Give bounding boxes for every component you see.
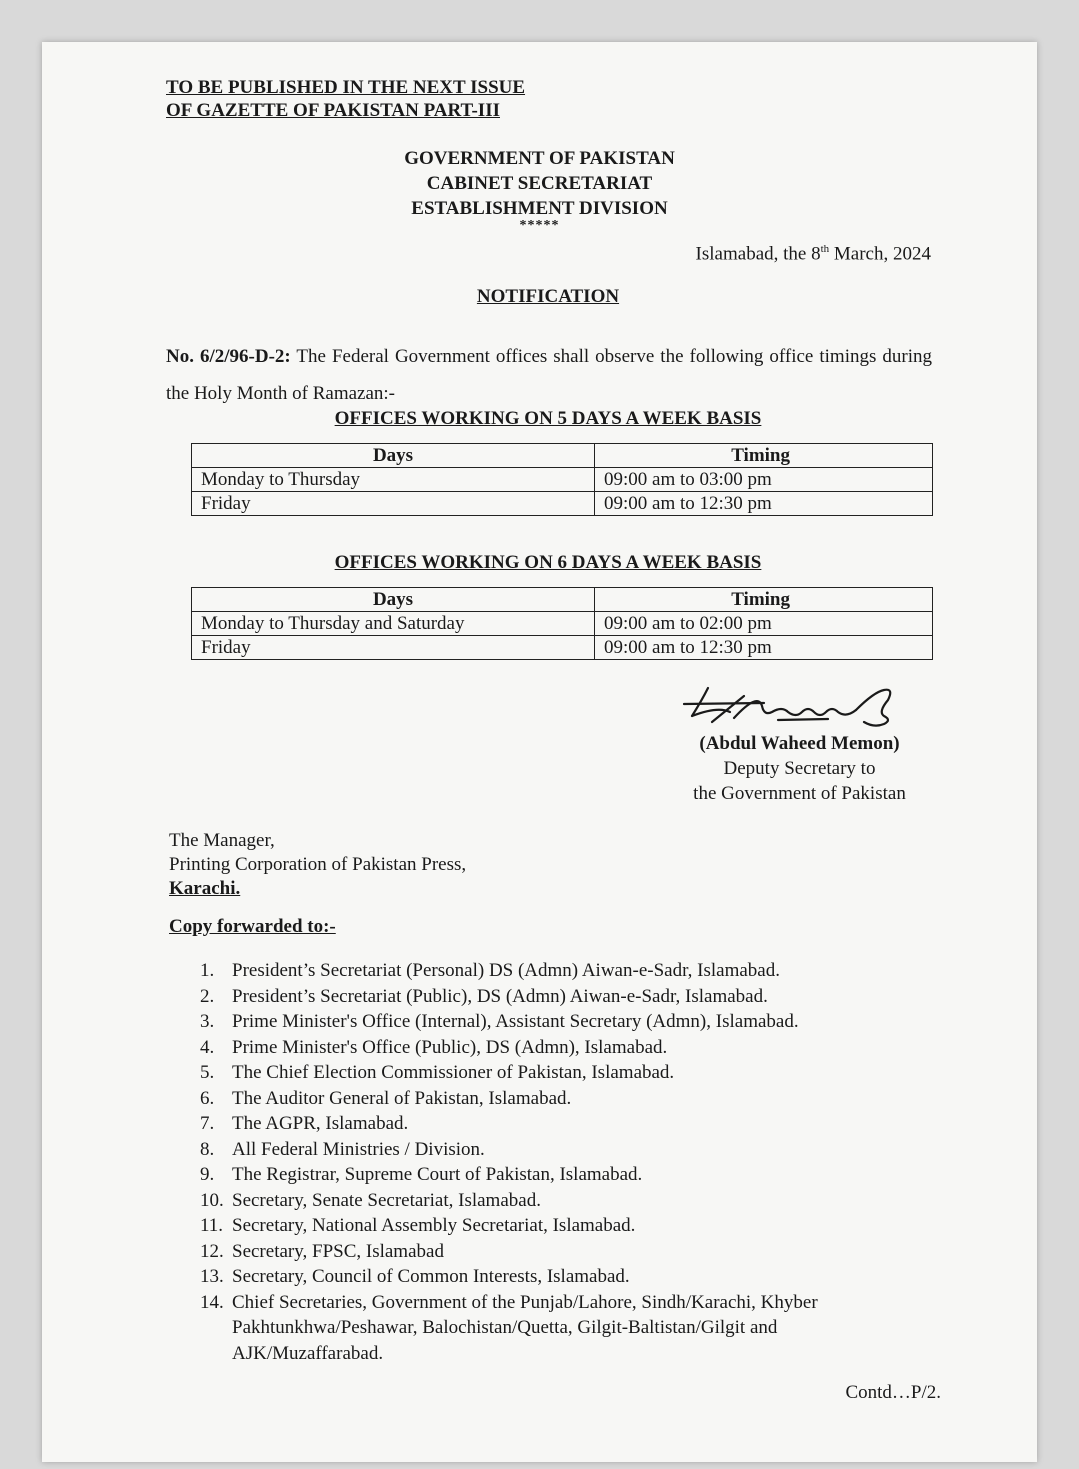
list-item [200,1035,890,1061]
list-item [200,1264,890,1290]
continued-marker: Contd…P/2. [845,1382,941,1403]
header-timing: Timing [595,588,933,612]
list-item-number: 10. [200,1189,224,1211]
list-item-number: 6. [200,1087,215,1109]
issue-date-prefix: Islamabad, the 8 [695,243,821,265]
copy-forwarded-title: Copy forwarded to:- [169,916,336,937]
table-row [192,636,933,660]
row-timing: 09:00 am to 12:30 pm [595,492,933,516]
six-day-section-title: OFFICES WORKING ON 6 DAYS A WEEK BASIS [334,552,762,573]
list-item [200,1162,890,1188]
header-days: Days [192,588,595,612]
copy-forwarded-list [200,958,890,1366]
table-header-row [192,444,933,468]
row-timing: 09:00 am to 03:00 pm [595,468,933,492]
table-row [192,468,933,492]
list-item [200,1239,890,1265]
signatory-name: (Abdul Waheed Memon) [699,733,900,754]
notification-body [166,338,932,412]
six-day-timing-table [191,587,933,660]
notification-number: No. 6/2/96-D-2: [166,346,291,367]
five-day-timing-table [191,443,933,516]
list-item-number: 2. [200,985,215,1007]
table-row [192,492,933,516]
list-item [200,984,890,1010]
list-item-text: The Chief Election Commissioner of Pakistan, Islamabad. [232,1062,675,1083]
list-item-number: 14. [200,1291,224,1313]
list-item-text: Secretary, Senate Secretariat, Islamabad. [232,1189,541,1211]
notification-title: NOTIFICATION [476,286,620,307]
address-line2: Printing Corporation of Pakistan Press, [169,854,467,875]
list-item-number: 1. [200,960,215,981]
publication-notice-line2: OF GAZETTE OF PAKISTAN PART-III [166,100,500,121]
list-item-number: 12. [200,1240,224,1262]
list-item-number: 11. [200,1215,224,1236]
list-item-text: Prime Minister's Office (Internal), Assistant Secretary (Admn), Islamabad. [232,1011,799,1032]
publication-notice-line1: TO BE PUBLISHED IN THE NEXT ISSUE [166,77,526,98]
list-item-text: All Federal Ministries / Division. [232,1138,485,1160]
document-page [42,42,1037,1462]
list-item-text: Chief Secretaries, Government of the Punjab/Lahore, Sindh/Karachi, Khyber Pakhtunkhwa/Peshawar, Balochistan/Quetta, Gilgit-Baltistan/Gilgit and AJK/Muzaffarabad. [232,1291,818,1364]
letterhead-government: GOVERNMENT OF PAKISTAN [404,148,675,169]
list-item [200,1188,890,1214]
list-item-text: The AGPR, Islamabad. [232,1113,409,1134]
five-day-section-title: OFFICES WORKING ON 5 DAYS A WEEK BASIS [334,408,762,429]
row-days: Monday to Thursday [192,468,595,492]
list-item-number: 9. [200,1164,215,1185]
issue-date-ordinal: th [820,243,830,255]
issue-date-suffix: March, 2024 [829,243,931,265]
list-item [200,1111,890,1137]
row-timing: 09:00 am to 02:00 pm [595,612,933,636]
letterhead-stars: ***** [519,218,560,233]
list-item [200,1137,890,1163]
recipient-address [169,829,466,901]
list-item [200,958,890,984]
list-item-number: 3. [200,1011,215,1032]
notification-text: The Federal Government offices shall observe the following office timings during the Holy Month of Ramazan:- [166,346,932,404]
letterhead [42,146,1037,221]
header-days: Days [192,444,595,468]
list-item-text: Secretary, National Assembly Secretariat, Islamabad. [232,1215,636,1236]
row-days: Friday [192,492,595,516]
address-line1: The Manager, [169,830,275,851]
list-item [200,1290,890,1367]
list-item [200,1009,890,1035]
list-item-text: The Auditor General of Pakistan, Islamabad. [232,1087,572,1109]
list-item-text: Secretary, Council of Common Interests, Islamabad. [232,1266,630,1287]
table-row [192,612,933,636]
list-item-text: Prime Minister's Office (Public), DS (Admn), Islamabad. [232,1036,668,1058]
letterhead-cabinet: CABINET SECRETARIAT [426,173,653,194]
list-item [200,1086,890,1112]
signatory-block [657,731,942,806]
list-item-number: 5. [200,1062,215,1083]
issue-date [696,243,931,265]
list-item-text: President’s Secretariat (Public), DS (Admn) Aiwan-e-Sadr, Islamabad. [232,985,768,1007]
row-days: Friday [192,636,595,660]
row-timing: 09:00 am to 12:30 pm [595,636,933,660]
row-days: Monday to Thursday and Saturday [192,612,595,636]
list-item [200,1213,890,1239]
signatory-organization: the Government of Pakistan [693,783,906,804]
list-item-number: 4. [200,1036,215,1058]
list-item-number: 13. [200,1266,224,1287]
list-item-number: 8. [200,1138,215,1160]
signatory-designation: Deputy Secretary to [723,758,876,779]
header-timing: Timing [595,444,933,468]
publication-notice [166,76,525,122]
letterhead-division: ESTABLISHMENT DIVISION [411,198,668,219]
list-item-number: 7. [200,1113,215,1134]
table-header-row [192,588,933,612]
list-item-text: President’s Secretariat (Personal) DS (Admn) Aiwan-e-Sadr, Islamabad. [232,960,780,981]
list-item [200,1060,890,1086]
address-city: Karachi. [169,878,241,899]
handwritten-signature [678,682,908,728]
list-item-text: Secretary, FPSC, Islamabad [232,1240,444,1262]
list-item-text: The Registrar, Supreme Court of Pakistan, Islamabad. [232,1164,643,1185]
